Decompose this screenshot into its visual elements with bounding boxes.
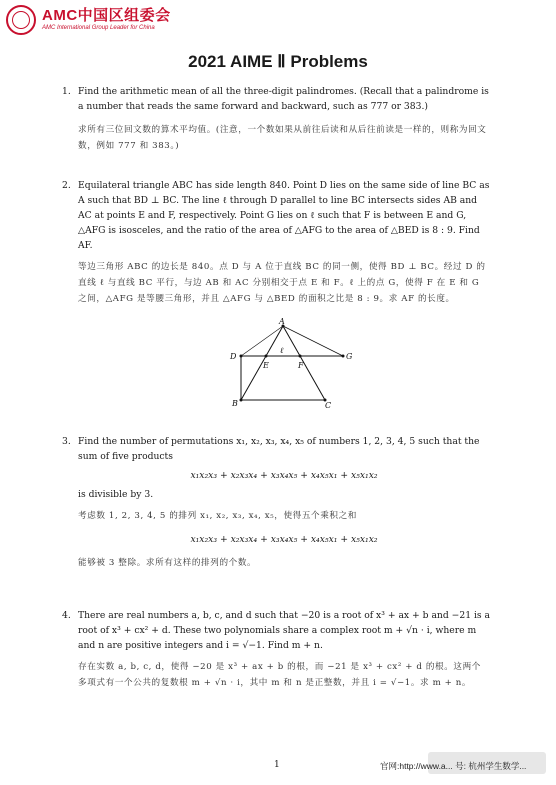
problem-text-en: Find the number of permutations x₁, x₂, x₃, x₄, x₅ of numbers 1, 2, 3, 4, 5 such that the sum of five products [78, 436, 480, 462]
problem-text-en: Equilateral triangle ABC has side length 840. Point D lies on the same side of line BC as A such that BD ⊥ BC. The line ℓ through D parallel to line BC intersects sides AB and AC at points E and F, respectively. Point G lies on ℓ such that F is between E and G, △AFG is isosceles, and the ratio of the area of △AFG to the area of △BED is 8 : 9. Find AF. [78, 180, 490, 251]
logo-name: AMC中国区组委会 [42, 7, 171, 24]
label-g: G [346, 352, 353, 361]
label-d: D [230, 352, 237, 361]
problem-text-en: There are real numbers a, b, c, and d such that −20 is a root of x³ + ax + b and −21 is a root of x³ + cx² + d. These two polynomials share a complex root m + √n · i, where m and n are positive integers and i = √−1. Find m + n. [78, 610, 491, 651]
label-a: A [279, 318, 285, 326]
problem-text-en-after: is divisible by 3. [78, 489, 154, 500]
problem-text-cn: 存在实数 a, b, c, d，使得 −20 是 x³ + ax + b 的根，而 −21 是 x³ + cx² + d 的根。这两个多项式有一个公共的复数根 m + √n · i，其中 m 和 n 是正整数，并且 i = √−1。求 m + n。 [78, 662, 481, 688]
label-e: E [263, 361, 269, 370]
problem-text-cn: 求所有三位回文数的算术平均值。(注意，一个数如果从前往后读和从后往前读是一样的，则称为回文数，例如 777 和 383。) [78, 125, 487, 151]
problem-1 [62, 84, 490, 154]
label-f: F [298, 361, 304, 370]
problem-text-cn: 考虑数 1, 2, 3, 4, 5 的排列 x₁, x₂, x₃, x₄, x₅，使得五个乘积之和 [78, 511, 358, 521]
footer-text: 官网:http://www.a... 号: 杭州学生数学... [380, 761, 527, 771]
label-b: B [232, 399, 238, 408]
problem-equation-cn: x₁x₂x₃ + x₂x₃x₄ + x₃x₄x₅ + x₄x₅x₁ + x₅x₁x₂ [190, 534, 378, 545]
problem-number: 2. [62, 180, 71, 191]
amc-seal-icon [6, 5, 36, 35]
problem-number: 4. [62, 610, 71, 621]
page-title: 2021 AIME Ⅱ Problems [188, 52, 368, 71]
side-ac [283, 326, 325, 400]
side-ab [241, 326, 283, 400]
label-l: ℓ [280, 346, 284, 355]
problem-number: 3. [62, 436, 71, 447]
page-number: 1 [274, 760, 280, 770]
problem-equation: x₁x₂x₃ + x₂x₃x₄ + x₃x₄x₅ + x₄x₅x₁ + x₅x₁x₂ [190, 470, 378, 481]
triangle-figure [228, 318, 358, 410]
problem-number: 1. [62, 86, 71, 97]
problem-text-en: Find the arithmetic mean of all the three-digit palindromes. (Recall that a palindrome is a number that reads the same forward and backward, such as 777 or 383.) [78, 86, 489, 112]
problem-2 [62, 178, 490, 307]
amc-logo [6, 5, 171, 35]
problem-4 [62, 608, 491, 691]
logo-subtitle: AMC International Group Leader for China [42, 25, 155, 31]
problem-text-cn: 等边三角形 ABC 的边长是 840。点 D 与 A 位于直线 BC 的同一侧，使得 BD ⊥ BC。经过 D 的直线 ℓ 与直线 BC 平行，与边 AB 和 AC 分别相交于点 E 和 F。ℓ 上的点 G，使得 F 在 E 和 G 之间，△AFG 是等腰三角形，并且 △AFG 与 △BED 的面积之比是 8 : 9。求 AF 的长度。 [78, 262, 486, 304]
problem-text-cn-after: 能够被 3 整除。求所有这样的排列的个数。 [78, 558, 257, 568]
problem-3 [62, 434, 490, 571]
segment-da [241, 326, 283, 356]
label-c: C [325, 401, 332, 410]
